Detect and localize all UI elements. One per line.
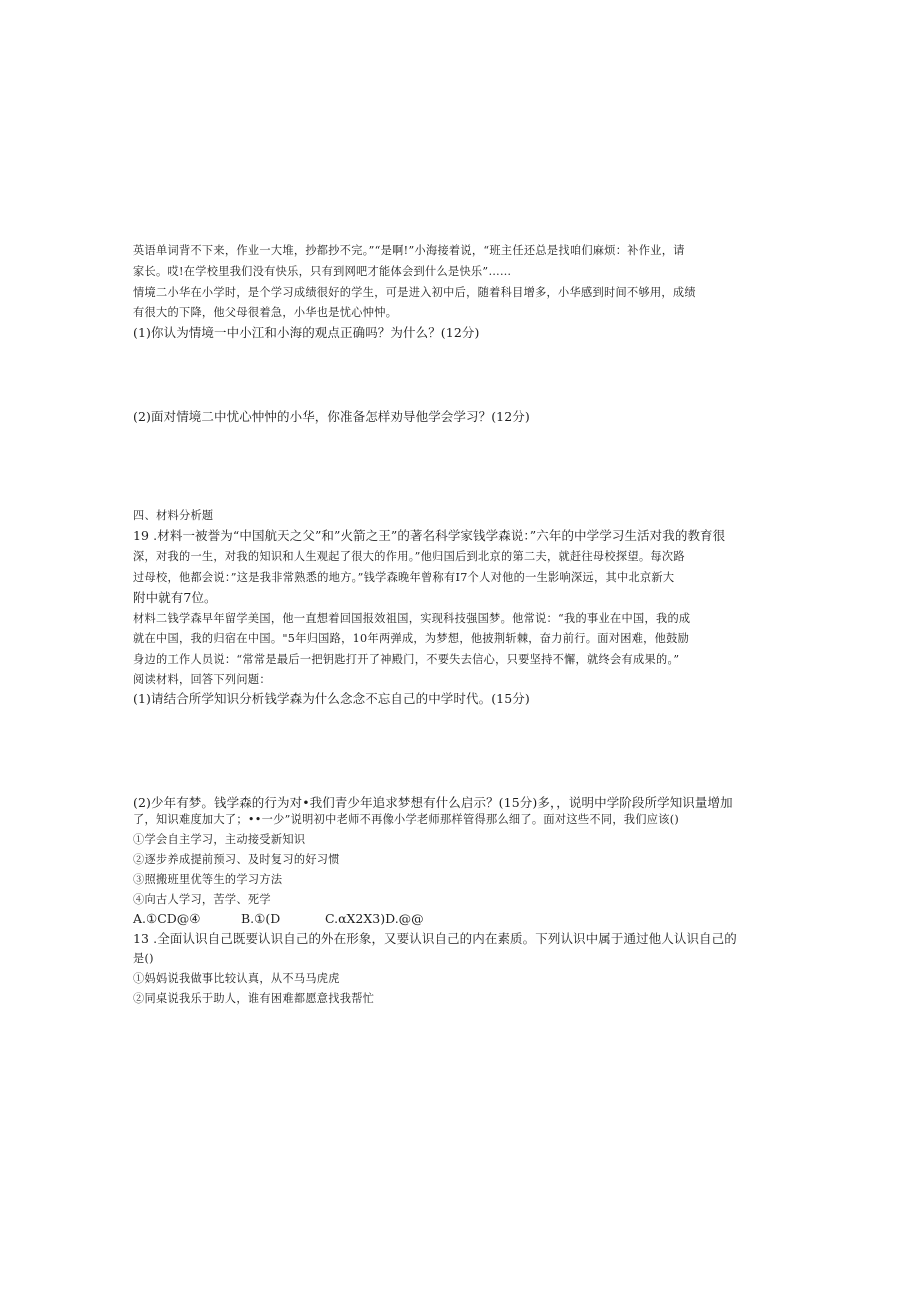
- text-line: 材料二钱学森早年留学美国，他一直想着回国报效祖国，实现科技强国梦。他常说：“我的事业在中国，我的成: [133, 612, 691, 625]
- text-line: 身边的工作人员说：“常常是最后一把钥匙打开了神殿门，不要失去信心，只要坚持不懈，就终会有成果的。”: [133, 653, 680, 666]
- option-c-d: C.αX2X3)D.@@: [325, 911, 424, 926]
- question-3: (1)请结合所学知识分析钱学森为什么念念不忘自己的中学时代。(15分): [133, 691, 530, 706]
- option-b: B.①(D: [241, 911, 281, 926]
- text-line: 过母校，他都会说：”这是我非常熟悉的地方。”钱学森晚年曾称有I7个人对他的一生影响深远，其中北京新大: [133, 571, 675, 584]
- text-line: 家长。哎!在学校里我们没有快乐，只有到网吧才能体会到什么是快乐”……: [133, 265, 512, 278]
- text-line: 情境二小华在小学时，是个学习成绩很好的学生，可是进入初中后，随着科目增多，小华感到时间不够用，成绩: [133, 286, 696, 299]
- choice-item: ①学会自主学习，主动接受新知识: [133, 833, 306, 846]
- text-line: 就在中国，我的归宿在中国。"5年归国路，10年两弹成，为梦想，他披荆斩棘，奋力前行。面对困难，他鼓励: [133, 632, 690, 645]
- text-line: 是(): [133, 952, 154, 965]
- question-2: (2)面对情境二中忧心忡忡的小华，你准备怎样劝导他学会学习？(12分): [133, 409, 530, 424]
- question-13: 13 .全面认识自己既要认识自己的外在形象，又要认识自己的内在素质。下列认识中属于通过他人认识自己的: [133, 931, 737, 946]
- text-line: 英语单词背不下来，作业一大堆，抄都抄不完。”“是啊!”小海接着说，“班主任还总是找咱们麻烦：补作业，请: [133, 244, 685, 257]
- text-line: 深，对我的一生，对我的知识和人生观起了很大的作用。”他归国后到北京的第二夫，就赶往母校探望。每次路: [133, 550, 685, 563]
- text-line: 了，知识难度加大了；••一少”说明初中老师不再像小学老师那样管得那么细了。面对这些不同，我们应该(): [133, 813, 680, 826]
- choice-item: ③照搬班里优等生的学习方法: [133, 873, 283, 886]
- text-line: 有很大的下降，他父母很着急，小华也是忧心忡忡。: [133, 306, 398, 319]
- question-1: (1)你认为情境一中小江和小海的观点正确吗？为什么？(12分): [133, 325, 480, 340]
- text-line: 阅读材料，回答下列问题：: [133, 673, 271, 686]
- section-heading: 四、材料分析题: [133, 509, 214, 522]
- choice-item: ②同桌说我乐于助人，谁有困难都愿意找我帮忙: [133, 992, 375, 1005]
- choice-item: ④向古人学习，苦学、死学: [133, 893, 271, 906]
- choice-item: ①妈妈说我做事比较认真，从不马马虎虎: [133, 972, 340, 985]
- option-a: A.①CD@④: [133, 911, 201, 926]
- question-4: (2)少年有梦。钱学森的行为对•我们青少年追求梦想有什么启示？(15分)多，，说明中学阶段所学知识量增加: [133, 795, 733, 810]
- choice-item: ②逐步养成提前预习、及时复习的好习惯: [133, 853, 340, 866]
- text-line: 附中就有7位。: [133, 590, 217, 605]
- text-line: 19 .材料一被誉为“中国航天之父”和”火箭之王”的著名科学家钱学森说：”六年的中学学习生活对我的教育很: [133, 528, 726, 543]
